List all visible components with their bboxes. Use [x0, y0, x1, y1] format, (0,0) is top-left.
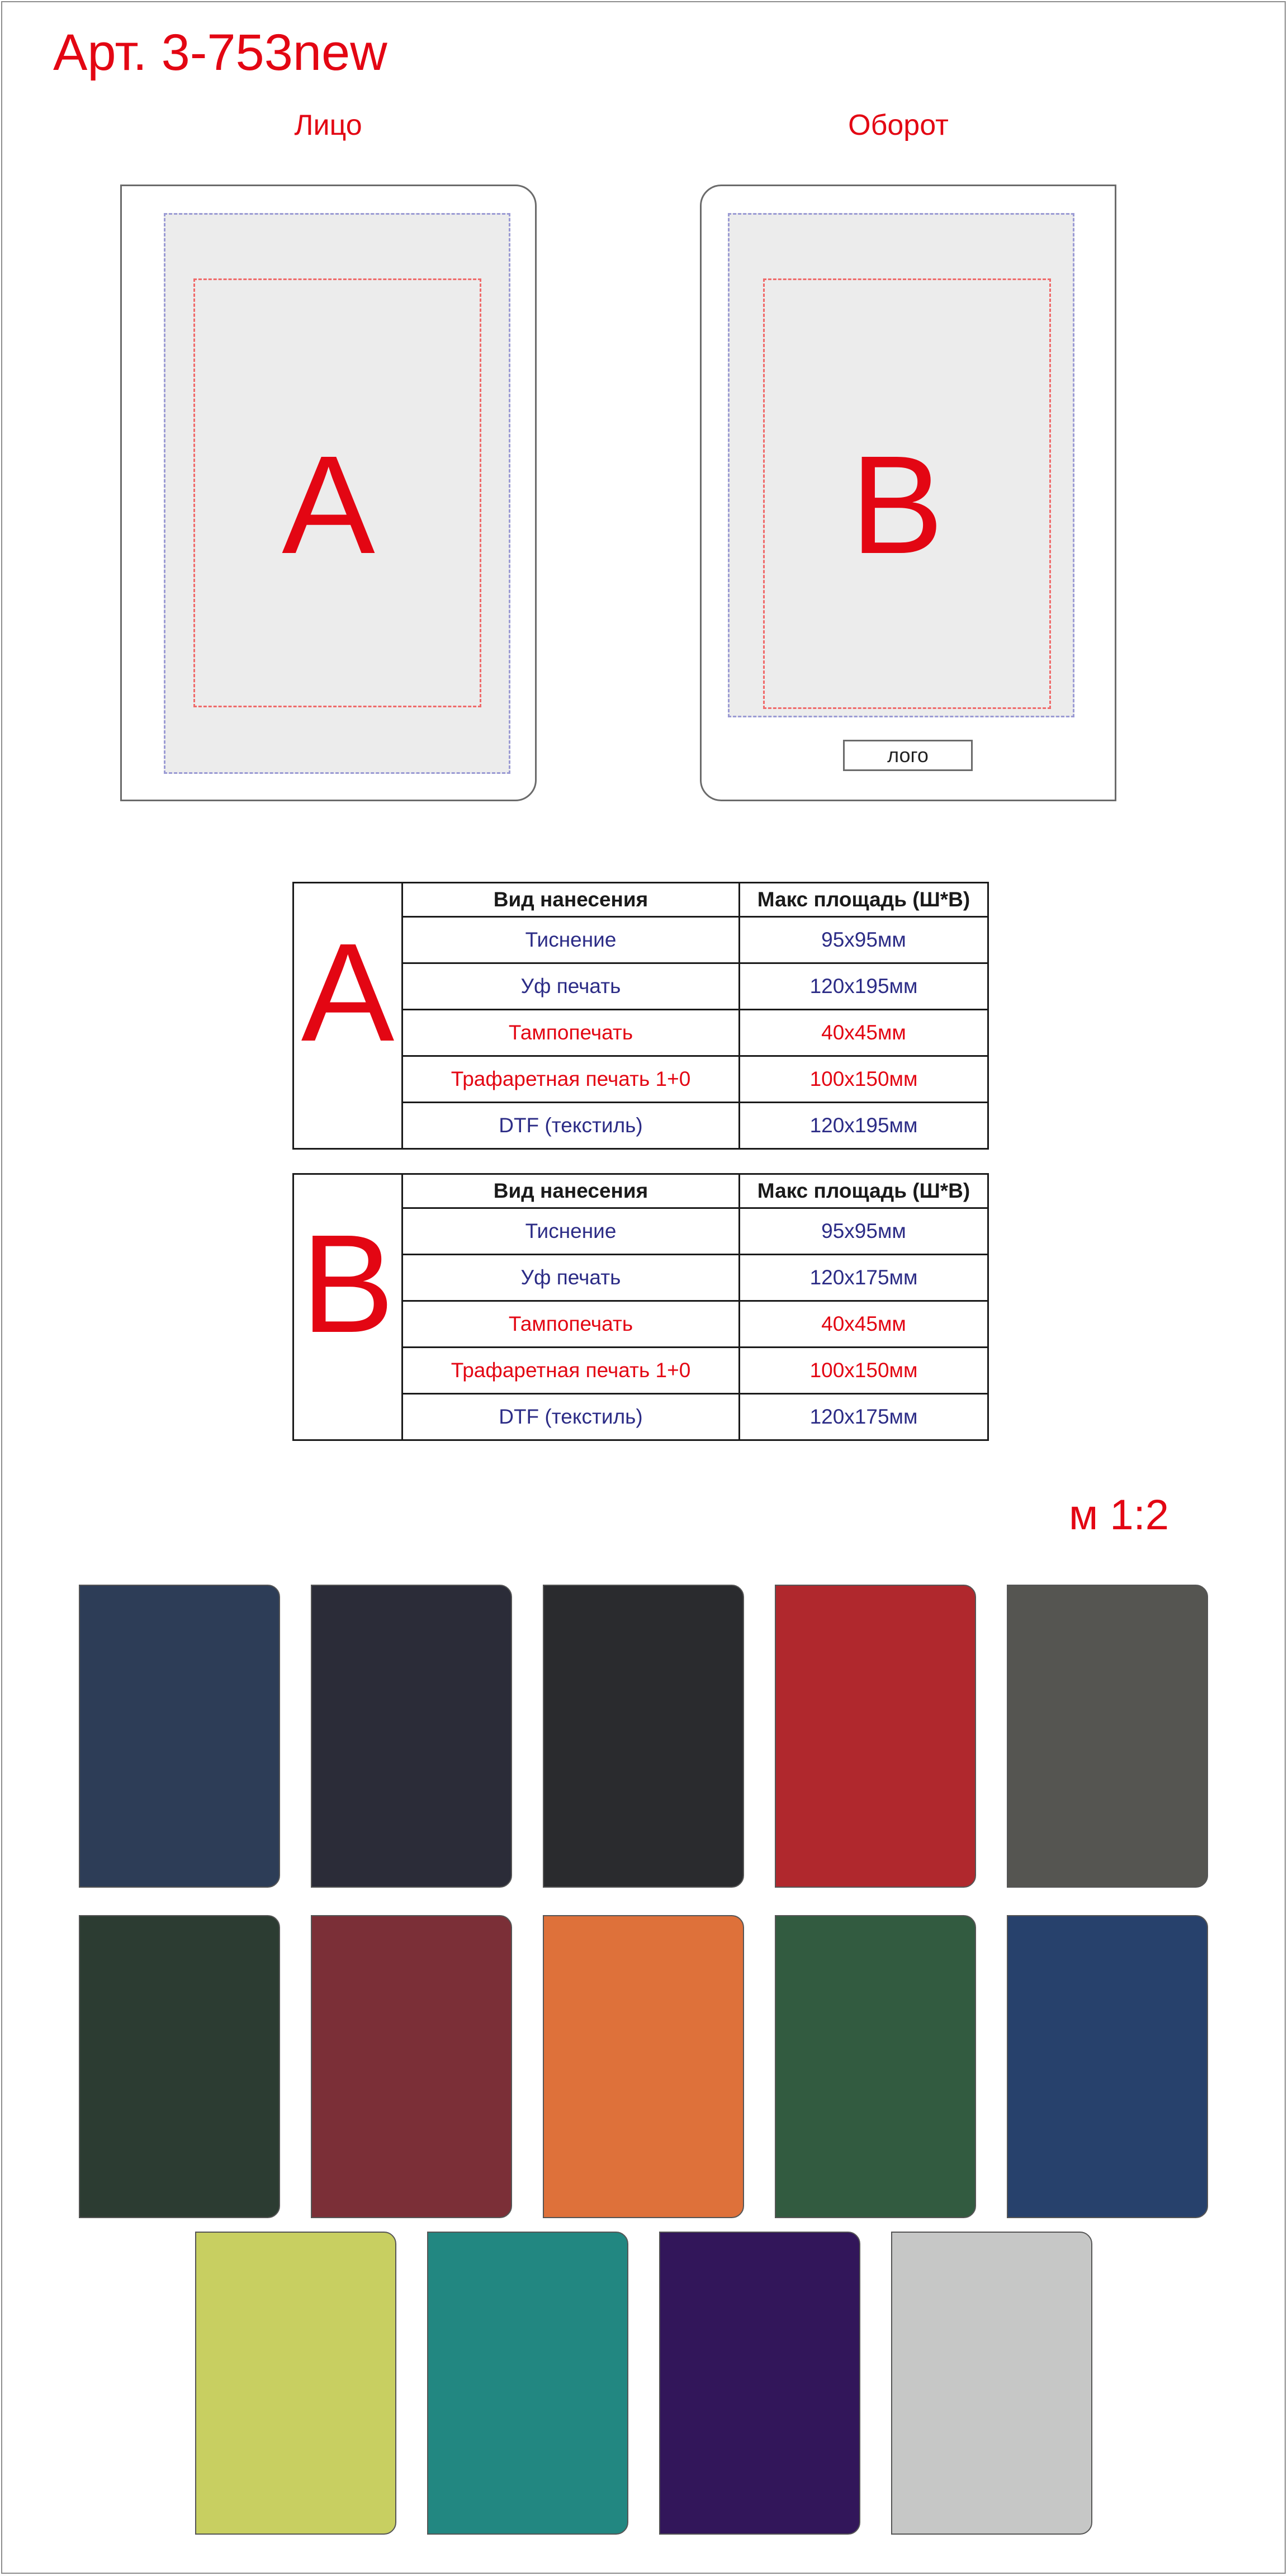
table-a-method: Тиснение	[402, 917, 740, 963]
table-b-area: 95x95мм	[740, 1208, 988, 1255]
color-swatch	[891, 2232, 1092, 2535]
table-b-letter: B	[293, 1174, 402, 1440]
color-swatch	[543, 1585, 744, 1888]
front-label: Лицо	[294, 109, 362, 141]
table-b-header-area: Макс площадь (Ш*В)	[740, 1174, 988, 1208]
front-mockup	[120, 185, 537, 801]
table-a-area: 95x95мм	[740, 917, 988, 963]
table-a-method: DTF (текстиль)	[402, 1103, 740, 1149]
table-a-area: 120x195мм	[740, 963, 988, 1010]
color-swatch	[195, 2232, 396, 2535]
back-label: Оборот	[848, 109, 949, 141]
table-a-header-method: Вид нанесения	[402, 883, 740, 917]
color-swatch	[775, 1915, 976, 2218]
table-b-method: Трафаретная печать 1+0	[402, 1348, 740, 1394]
front-zone-letter: A	[282, 427, 375, 583]
table-a-method: Тампопечать	[402, 1010, 740, 1056]
table-a-header-area: Макс площадь (Ш*В)	[740, 883, 988, 917]
logo-box: лого	[843, 740, 973, 771]
table-b-method: DTF (текстиль)	[402, 1394, 740, 1440]
color-swatch	[79, 1915, 280, 2218]
color-swatch	[79, 1585, 280, 1888]
table-b-method: Уф печать	[402, 1255, 740, 1301]
spec-table-a	[292, 882, 989, 1150]
color-swatch	[1007, 1585, 1208, 1888]
page-title: Арт. 3-753new	[53, 24, 387, 81]
table-a-letter: A	[293, 883, 402, 1149]
color-swatch	[311, 1915, 512, 2218]
table-a-area: 40x45мм	[740, 1010, 988, 1056]
spec-table-b	[292, 1173, 989, 1441]
scale-label: м 1:2	[1069, 1491, 1169, 1539]
back-zone-letter: B	[850, 427, 944, 583]
table-a-method: Трафаретная печать 1+0	[402, 1056, 740, 1103]
table-a-area: 120x195мм	[740, 1103, 988, 1149]
color-swatch	[427, 2232, 628, 2535]
table-b-area: 40x45мм	[740, 1301, 988, 1348]
table-b-area: 120x175мм	[740, 1394, 988, 1440]
color-swatch	[543, 1915, 744, 2218]
table-b-header-method: Вид нанесения	[402, 1174, 740, 1208]
table-b-method: Тампопечать	[402, 1301, 740, 1348]
table-b-method: Тиснение	[402, 1208, 740, 1255]
color-swatch	[775, 1585, 976, 1888]
color-swatch	[1007, 1915, 1208, 2218]
table-a-method: Уф печать	[402, 963, 740, 1010]
color-swatch	[311, 1585, 512, 1888]
color-swatch	[659, 2232, 860, 2535]
table-b-area: 120x175мм	[740, 1255, 988, 1301]
back-mockup	[700, 185, 1116, 801]
table-a-area: 100x150мм	[740, 1056, 988, 1103]
table-b-area: 100x150мм	[740, 1348, 988, 1394]
